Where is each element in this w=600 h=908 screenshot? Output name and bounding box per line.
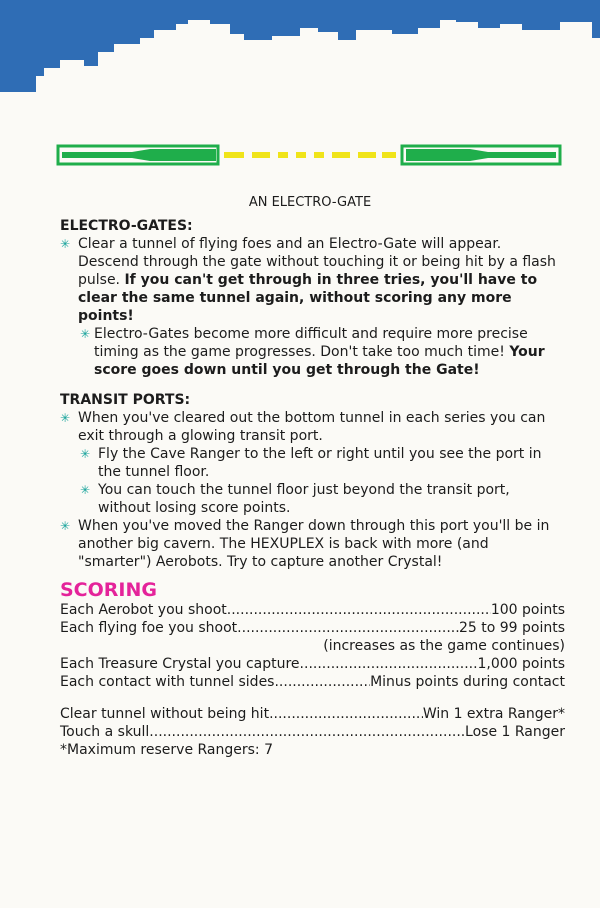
electro-gates-point-2: ✳ Electro-Gates become more difficult and require more precise timing as the game progresses. Don't take too much time! Your score goes down until you get through the Gate! bbox=[80, 326, 545, 378]
transit-point-1: ✳ When you've cleared out the bottom tunnel in each series you can exit through a glowing transit port. bbox=[60, 410, 546, 444]
score-row: Each flying foe you shoot ..... 25 to 99 points bbox=[60, 619, 565, 637]
score-row: Each Treasure Crystal you capture ..... 1,000 points bbox=[60, 655, 565, 673]
score-note: (increases as the game continues) bbox=[323, 638, 565, 654]
transit-subpoint-1: ✳ Fly the Cave Ranger to the left or right until you see the port in the tunnel floor. bbox=[80, 446, 542, 480]
electro-gates-heading: ELECTRO-GATES: bbox=[60, 218, 193, 234]
transit-ports-heading: TRANSIT PORTS: bbox=[60, 392, 191, 408]
sky-cave-graphic bbox=[0, 0, 600, 100]
transit-point-2: ✳ When you've moved the Ranger down through this port you'll be in another big cavern. The HEXUPLEX is back with more (and "smarter") Aerobots. Try to capture another Crystal! bbox=[60, 518, 550, 570]
score-row: Each contact with tunnel sides ..... Minus points during contact bbox=[60, 673, 565, 691]
scoring-heading: SCORING bbox=[60, 579, 157, 601]
score-row: Clear tunnel without being hit ..... Win 1 extra Ranger* bbox=[60, 705, 565, 723]
star-bullet-icon: ✳ bbox=[80, 327, 91, 341]
star-bullet-icon: ✳ bbox=[80, 483, 91, 497]
star-bullet-icon: ✳ bbox=[60, 411, 71, 425]
figure-caption: AN ELECTRO-GATE bbox=[248, 195, 372, 210]
gate-left-block bbox=[58, 146, 218, 164]
star-bullet-icon: ✳ bbox=[60, 519, 71, 533]
electro-gate-illustration bbox=[0, 140, 600, 170]
score-row: Touch a skull ..... Lose 1 Ranger bbox=[60, 723, 565, 741]
gate-right-block bbox=[402, 146, 560, 164]
gate-beam bbox=[224, 152, 396, 158]
score-row: Each Aerobot you shoot ..... 100 points bbox=[60, 601, 565, 619]
reserve-footnote: *Maximum reserve Rangers: 7 bbox=[60, 742, 274, 758]
manual-text bbox=[60, 217, 565, 759]
star-bullet-icon: ✳ bbox=[60, 237, 71, 251]
star-bullet-icon: ✳ bbox=[80, 447, 91, 461]
electro-gates-point-1: ✳ Clear a tunnel of flying foes and an Electro-Gate will appear. Descend through the gate without touching it or being hit by a flash pulse. If you can't get through in three tries, you'll have to clear the same tunnel again, without scoring any more points! bbox=[60, 236, 556, 324]
transit-subpoint-2: ✳ You can touch the tunnel floor just beyond the transit port, without losing score points. bbox=[80, 482, 510, 516]
